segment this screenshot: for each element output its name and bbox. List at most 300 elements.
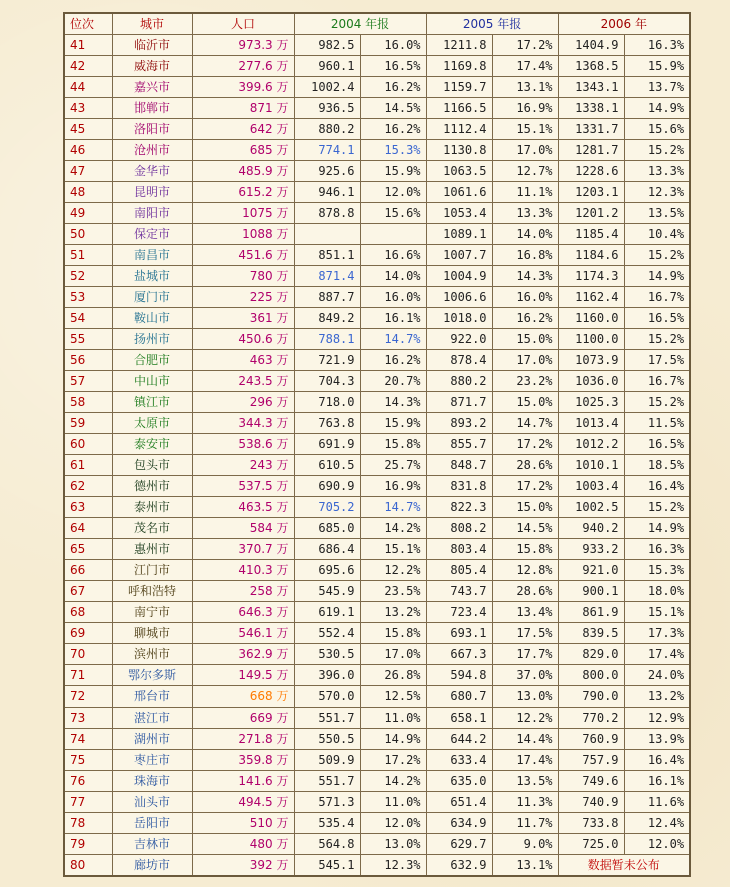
table-row [64,434,690,455]
growth-2004-cell: 12.5% [360,686,426,707]
gdp-2004-cell: 721.9 [294,350,360,371]
gdp-2005-cell: 1004.9 [426,266,492,287]
population-cell: 243.5 万 [192,371,294,392]
rank-cell: 72 [64,686,112,707]
gdp-2006-cell: 1185.4 [558,224,624,245]
growth-2006-cell: 18.5% [624,455,690,476]
growth-2005-cell: 15.0% [492,329,558,350]
gdp-2005-cell: 1007.7 [426,245,492,266]
rank-cell: 74 [64,728,112,749]
table-row [64,140,690,161]
growth-2006-cell: 17.5% [624,350,690,371]
city-cell: 昆明市 [112,182,192,203]
table-row [64,308,690,329]
city-cell: 枣庄市 [112,749,192,770]
rank-cell: 53 [64,287,112,308]
growth-2004-cell: 15.8% [360,623,426,644]
gdp-2005-cell: 1018.0 [426,308,492,329]
gdp-2004-cell: 849.2 [294,308,360,329]
city-cell: 湖州市 [112,728,192,749]
growth-2004-cell: 14.2% [360,518,426,539]
population-cell: 225 万 [192,287,294,308]
growth-2005-cell: 28.6% [492,455,558,476]
gdp-2004-cell: 619.1 [294,602,360,623]
city-cell: 鞍山市 [112,308,192,329]
city-cell: 南宁市 [112,602,192,623]
gdp-2004-cell: 691.9 [294,434,360,455]
rank-cell: 54 [64,308,112,329]
population-cell: 463.5 万 [192,497,294,518]
population-cell: 871 万 [192,98,294,119]
growth-2005-cell: 15.0% [492,497,558,518]
gdp-2006-cell: 900.1 [558,581,624,602]
gdp-2004-cell: 788.1 [294,329,360,350]
city-cell: 湛江市 [112,707,192,728]
city-cell: 泰安市 [112,434,192,455]
growth-2006-cell: 17.3% [624,623,690,644]
rank-cell: 73 [64,707,112,728]
growth-2005-cell: 13.4% [492,602,558,623]
gdp-2006-cell: 1013.4 [558,413,624,434]
growth-2005-cell: 14.0% [492,224,558,245]
rank-cell: 55 [64,329,112,350]
growth-2006-cell: 15.6% [624,119,690,140]
rank-cell: 61 [64,455,112,476]
growth-2006-cell: 13.9% [624,728,690,749]
gdp-2005-cell: 805.4 [426,560,492,581]
growth-2006-cell: 14.9% [624,266,690,287]
gdp-2006-cell: 800.0 [558,665,624,686]
table-row [64,644,690,665]
population-cell: 685 万 [192,140,294,161]
table-row [64,413,690,434]
table-row [64,707,690,728]
table-row [64,560,690,581]
growth-2004-cell: 17.0% [360,644,426,665]
population-cell: 615.2 万 [192,182,294,203]
population-cell: 361 万 [192,308,294,329]
growth-2006-cell: 13.7% [624,77,690,98]
gdp-2004-cell: 718.0 [294,392,360,413]
gdp-2005-cell: 680.7 [426,686,492,707]
population-cell: 1075 万 [192,203,294,224]
gdp-2006-cell: 1025.3 [558,392,624,413]
city-cell: 盐城市 [112,266,192,287]
population-cell: 450.6 万 [192,329,294,350]
city-cell: 南阳市 [112,203,192,224]
population-cell: 485.9 万 [192,161,294,182]
population-cell: 141.6 万 [192,770,294,791]
gdp-2004-cell: 610.5 [294,455,360,476]
city-cell: 廊坊市 [112,854,192,876]
growth-2004-cell: 16.0% [360,287,426,308]
table-row [64,728,690,749]
population-cell: 258 万 [192,581,294,602]
population-cell: 480 万 [192,833,294,854]
city-cell: 德州市 [112,476,192,497]
growth-2004-cell: 15.1% [360,539,426,560]
gdp-2006-cell: 1174.3 [558,266,624,287]
growth-2004-cell: 12.3% [360,854,426,876]
gdp-2005-cell: 1089.1 [426,224,492,245]
growth-2005-cell: 16.9% [492,98,558,119]
rank-cell: 79 [64,833,112,854]
gdp-2005-cell: 667.3 [426,644,492,665]
rank-cell: 58 [64,392,112,413]
gdp-2004-cell: 936.5 [294,98,360,119]
gdp-2006-cell: 1010.1 [558,455,624,476]
growth-2006-cell: 15.2% [624,245,690,266]
growth-2004-cell: 12.2% [360,560,426,581]
gdp-2006-cell: 1203.1 [558,182,624,203]
city-cell: 聊城市 [112,623,192,644]
growth-2004-cell: 16.5% [360,56,426,77]
table-row [64,833,690,854]
growth-2004-cell: 14.0% [360,266,426,287]
table-row [64,266,690,287]
growth-2005-cell: 17.0% [492,350,558,371]
rank-cell: 65 [64,539,112,560]
population-cell: 646.3 万 [192,602,294,623]
rank-cell: 71 [64,665,112,686]
gdp-2006-cell: 770.2 [558,707,624,728]
growth-2005-cell: 15.0% [492,392,558,413]
population-cell: 296 万 [192,392,294,413]
growth-2004-cell: 20.7% [360,371,426,392]
gdp-2005-cell: 633.4 [426,749,492,770]
table-row [64,497,690,518]
growth-2006-cell: 15.2% [624,497,690,518]
rank-cell: 57 [64,371,112,392]
gdp-2004-cell: 545.9 [294,581,360,602]
gdp-2006-cell: 1162.4 [558,287,624,308]
gdp-2006-cell: 725.0 [558,833,624,854]
gdp-2004-cell: 550.5 [294,728,360,749]
gdp-2005-cell: 831.8 [426,476,492,497]
rank-cell: 69 [64,623,112,644]
population-cell: 370.7 万 [192,539,294,560]
gdp-2005-cell: 855.7 [426,434,492,455]
gdp-2004-cell: 851.1 [294,245,360,266]
table-row [64,476,690,497]
growth-2006-cell: 13.2% [624,686,690,707]
gdp-2004-cell: 690.9 [294,476,360,497]
gdp-2006-cell: 1331.7 [558,119,624,140]
growth-2004-cell: 16.2% [360,119,426,140]
growth-2006-cell: 14.9% [624,98,690,119]
population-cell: 463 万 [192,350,294,371]
growth-2005-cell: 17.5% [492,623,558,644]
gdp-2006-note-cell: 数据暂未公布 [558,854,690,876]
growth-2005-cell: 9.0% [492,833,558,854]
gdp-2006-cell: 861.9 [558,602,624,623]
growth-2006-cell: 15.1% [624,602,690,623]
population-cell: 149.5 万 [192,665,294,686]
gdp-2005-cell: 922.0 [426,329,492,350]
gdp-2006-cell: 733.8 [558,812,624,833]
table-row [64,539,690,560]
gdp-2005-cell: 1169.8 [426,56,492,77]
growth-2005-cell: 17.2% [492,35,558,56]
population-cell: 668 万 [192,686,294,707]
growth-2004-cell: 16.0% [360,35,426,56]
growth-2005-cell: 13.5% [492,770,558,791]
gdp-2006-cell: 921.0 [558,560,624,581]
growth-2006-cell: 13.3% [624,161,690,182]
growth-2004-cell: 12.0% [360,182,426,203]
growth-2006-cell: 16.3% [624,35,690,56]
table-row [64,224,690,245]
growth-2006-cell: 11.5% [624,413,690,434]
growth-2005-cell: 17.4% [492,56,558,77]
rank-cell: 52 [64,266,112,287]
growth-2004-cell: 15.9% [360,413,426,434]
header-rank: 位次 [64,13,112,35]
growth-2006-cell: 12.4% [624,812,690,833]
gdp-2004-cell [294,224,360,245]
rank-cell: 60 [64,434,112,455]
growth-2006-cell: 16.4% [624,749,690,770]
table-row [64,350,690,371]
table-row [64,287,690,308]
growth-2005-cell: 16.0% [492,287,558,308]
growth-2004-cell: 11.0% [360,707,426,728]
rank-cell: 63 [64,497,112,518]
growth-2006-cell: 16.7% [624,287,690,308]
growth-2005-cell: 11.1% [492,182,558,203]
gdp-2005-cell: 880.2 [426,371,492,392]
population-cell: 392 万 [192,854,294,876]
growth-2005-cell: 14.3% [492,266,558,287]
gdp-2006-cell: 1003.4 [558,476,624,497]
population-cell: 362.9 万 [192,644,294,665]
gdp-2004-cell: 571.3 [294,791,360,812]
growth-2005-cell: 28.6% [492,581,558,602]
growth-2006-cell: 15.9% [624,56,690,77]
table-row [64,56,690,77]
growth-2005-cell: 11.7% [492,812,558,833]
growth-2004-cell: 15.8% [360,434,426,455]
growth-2005-cell: 17.4% [492,749,558,770]
growth-2005-cell: 17.2% [492,434,558,455]
gdp-2004-cell: 685.0 [294,518,360,539]
gdp-2004-cell: 564.8 [294,833,360,854]
gdp-2006-cell: 1368.5 [558,56,624,77]
growth-2004-cell: 16.9% [360,476,426,497]
gdp-2004-cell: 1002.4 [294,77,360,98]
growth-2006-cell: 15.2% [624,140,690,161]
population-cell: 410.3 万 [192,560,294,581]
gdp-2005-cell: 803.4 [426,539,492,560]
rank-cell: 75 [64,749,112,770]
growth-2004-cell: 16.1% [360,308,426,329]
city-cell: 泰州市 [112,497,192,518]
rank-cell: 43 [64,98,112,119]
growth-2005-cell: 17.0% [492,140,558,161]
growth-2006-cell: 16.3% [624,539,690,560]
gdp-2005-cell: 723.4 [426,602,492,623]
rank-cell: 42 [64,56,112,77]
header-2005: 2005 年报 [426,13,558,35]
growth-2005-cell: 13.0% [492,686,558,707]
gdp-2005-cell: 893.2 [426,413,492,434]
population-cell: 277.6 万 [192,56,294,77]
gdp-2004-cell: 535.4 [294,812,360,833]
rank-cell: 62 [64,476,112,497]
gdp-2004-cell: 695.6 [294,560,360,581]
rank-cell: 48 [64,182,112,203]
gdp-2005-cell: 848.7 [426,455,492,476]
rank-cell: 64 [64,518,112,539]
city-cell: 惠州市 [112,539,192,560]
rank-cell: 78 [64,812,112,833]
gdp-2005-cell: 635.0 [426,770,492,791]
population-cell: 494.5 万 [192,791,294,812]
gdp-2006-cell: 829.0 [558,644,624,665]
growth-2006-cell: 16.5% [624,308,690,329]
table-row [64,182,690,203]
gdp-2004-cell: 878.8 [294,203,360,224]
gdp-2004-cell: 763.8 [294,413,360,434]
rank-cell: 44 [64,77,112,98]
growth-2006-cell: 12.9% [624,707,690,728]
city-cell: 镇江市 [112,392,192,413]
city-cell: 嘉兴市 [112,77,192,98]
growth-2004-cell: 14.5% [360,98,426,119]
population-cell: 451.6 万 [192,245,294,266]
city-cell: 江门市 [112,560,192,581]
growth-2004-cell: 14.7% [360,497,426,518]
gdp-2006-cell: 1338.1 [558,98,624,119]
gdp-2004-cell: 704.3 [294,371,360,392]
table-row [64,245,690,266]
growth-2004-cell: 16.6% [360,245,426,266]
rank-cell: 68 [64,602,112,623]
growth-2005-cell: 16.2% [492,308,558,329]
gdp-2006-cell: 1036.0 [558,371,624,392]
gdp-2005-cell: 1130.8 [426,140,492,161]
growth-2006-cell: 12.3% [624,182,690,203]
table-row [64,812,690,833]
city-gdp-ranking-table [63,12,691,877]
city-cell: 保定市 [112,224,192,245]
gdp-2004-cell: 686.4 [294,539,360,560]
population-cell: 584 万 [192,518,294,539]
header-city: 城市 [112,13,192,35]
city-cell: 太原市 [112,413,192,434]
growth-2006-cell: 13.5% [624,203,690,224]
city-cell: 沧州市 [112,140,192,161]
gdp-2004-cell: 396.0 [294,665,360,686]
table-row [64,749,690,770]
gdp-2006-cell: 1281.7 [558,140,624,161]
population-cell: 399.6 万 [192,77,294,98]
city-cell: 厦门市 [112,287,192,308]
table-row [64,686,690,707]
table-row [64,161,690,182]
rank-cell: 77 [64,791,112,812]
city-cell: 鄂尔多斯 [112,665,192,686]
population-cell: 271.8 万 [192,728,294,749]
growth-2005-cell: 23.2% [492,371,558,392]
population-cell: 546.1 万 [192,623,294,644]
rank-cell: 41 [64,35,112,56]
rank-cell: 46 [64,140,112,161]
gdp-2006-cell: 940.2 [558,518,624,539]
gdp-2006-cell: 839.5 [558,623,624,644]
gdp-2005-cell: 651.4 [426,791,492,812]
population-cell: 780 万 [192,266,294,287]
growth-2004-cell: 15.3% [360,140,426,161]
gdp-2004-cell: 545.1 [294,854,360,876]
city-cell: 合肥市 [112,350,192,371]
growth-2004-cell: 13.2% [360,602,426,623]
growth-2004-cell: 25.7% [360,455,426,476]
gdp-2005-cell: 1063.5 [426,161,492,182]
growth-2004-cell: 11.0% [360,791,426,812]
gdp-2005-cell: 871.7 [426,392,492,413]
table-row [64,455,690,476]
growth-2005-cell: 13.1% [492,77,558,98]
table-row [64,371,690,392]
table-row [64,329,690,350]
table-row [64,77,690,98]
population-cell: 1088 万 [192,224,294,245]
growth-2006-cell: 15.3% [624,560,690,581]
population-cell: 510 万 [192,812,294,833]
growth-2004-cell: 15.6% [360,203,426,224]
gdp-2006-cell: 740.9 [558,791,624,812]
gdp-2005-cell: 1061.6 [426,182,492,203]
gdp-2005-cell: 632.9 [426,854,492,876]
growth-2005-cell: 11.3% [492,791,558,812]
growth-2004-cell: 14.2% [360,770,426,791]
table-row [64,392,690,413]
city-cell: 邢台市 [112,686,192,707]
gdp-2005-cell: 634.9 [426,812,492,833]
gdp-2006-cell: 1160.0 [558,308,624,329]
header-population: 人口 [192,13,294,35]
gdp-2005-cell: 1053.4 [426,203,492,224]
gdp-2004-cell: 551.7 [294,707,360,728]
gdp-2004-cell: 946.1 [294,182,360,203]
growth-2006-cell: 12.0% [624,833,690,854]
gdp-2006-cell: 1012.2 [558,434,624,455]
city-cell: 金华市 [112,161,192,182]
rank-cell: 51 [64,245,112,266]
growth-2004-cell: 26.8% [360,665,426,686]
growth-2004-cell: 16.2% [360,350,426,371]
gdp-2006-cell: 933.2 [558,539,624,560]
population-cell: 359.8 万 [192,749,294,770]
growth-2004-cell: 23.5% [360,581,426,602]
growth-2006-cell: 10.4% [624,224,690,245]
table-row [64,35,690,56]
gdp-2005-cell: 658.1 [426,707,492,728]
growth-2006-cell: 15.2% [624,329,690,350]
rank-cell: 67 [64,581,112,602]
growth-2006-cell: 11.6% [624,791,690,812]
city-cell: 扬州市 [112,329,192,350]
city-cell: 茂名市 [112,518,192,539]
city-cell: 临沂市 [112,35,192,56]
gdp-2006-cell: 1201.2 [558,203,624,224]
city-cell: 南昌市 [112,245,192,266]
growth-2006-cell: 16.7% [624,371,690,392]
gdp-2005-cell: 644.2 [426,728,492,749]
growth-2005-cell: 13.1% [492,854,558,876]
growth-2005-cell: 37.0% [492,665,558,686]
